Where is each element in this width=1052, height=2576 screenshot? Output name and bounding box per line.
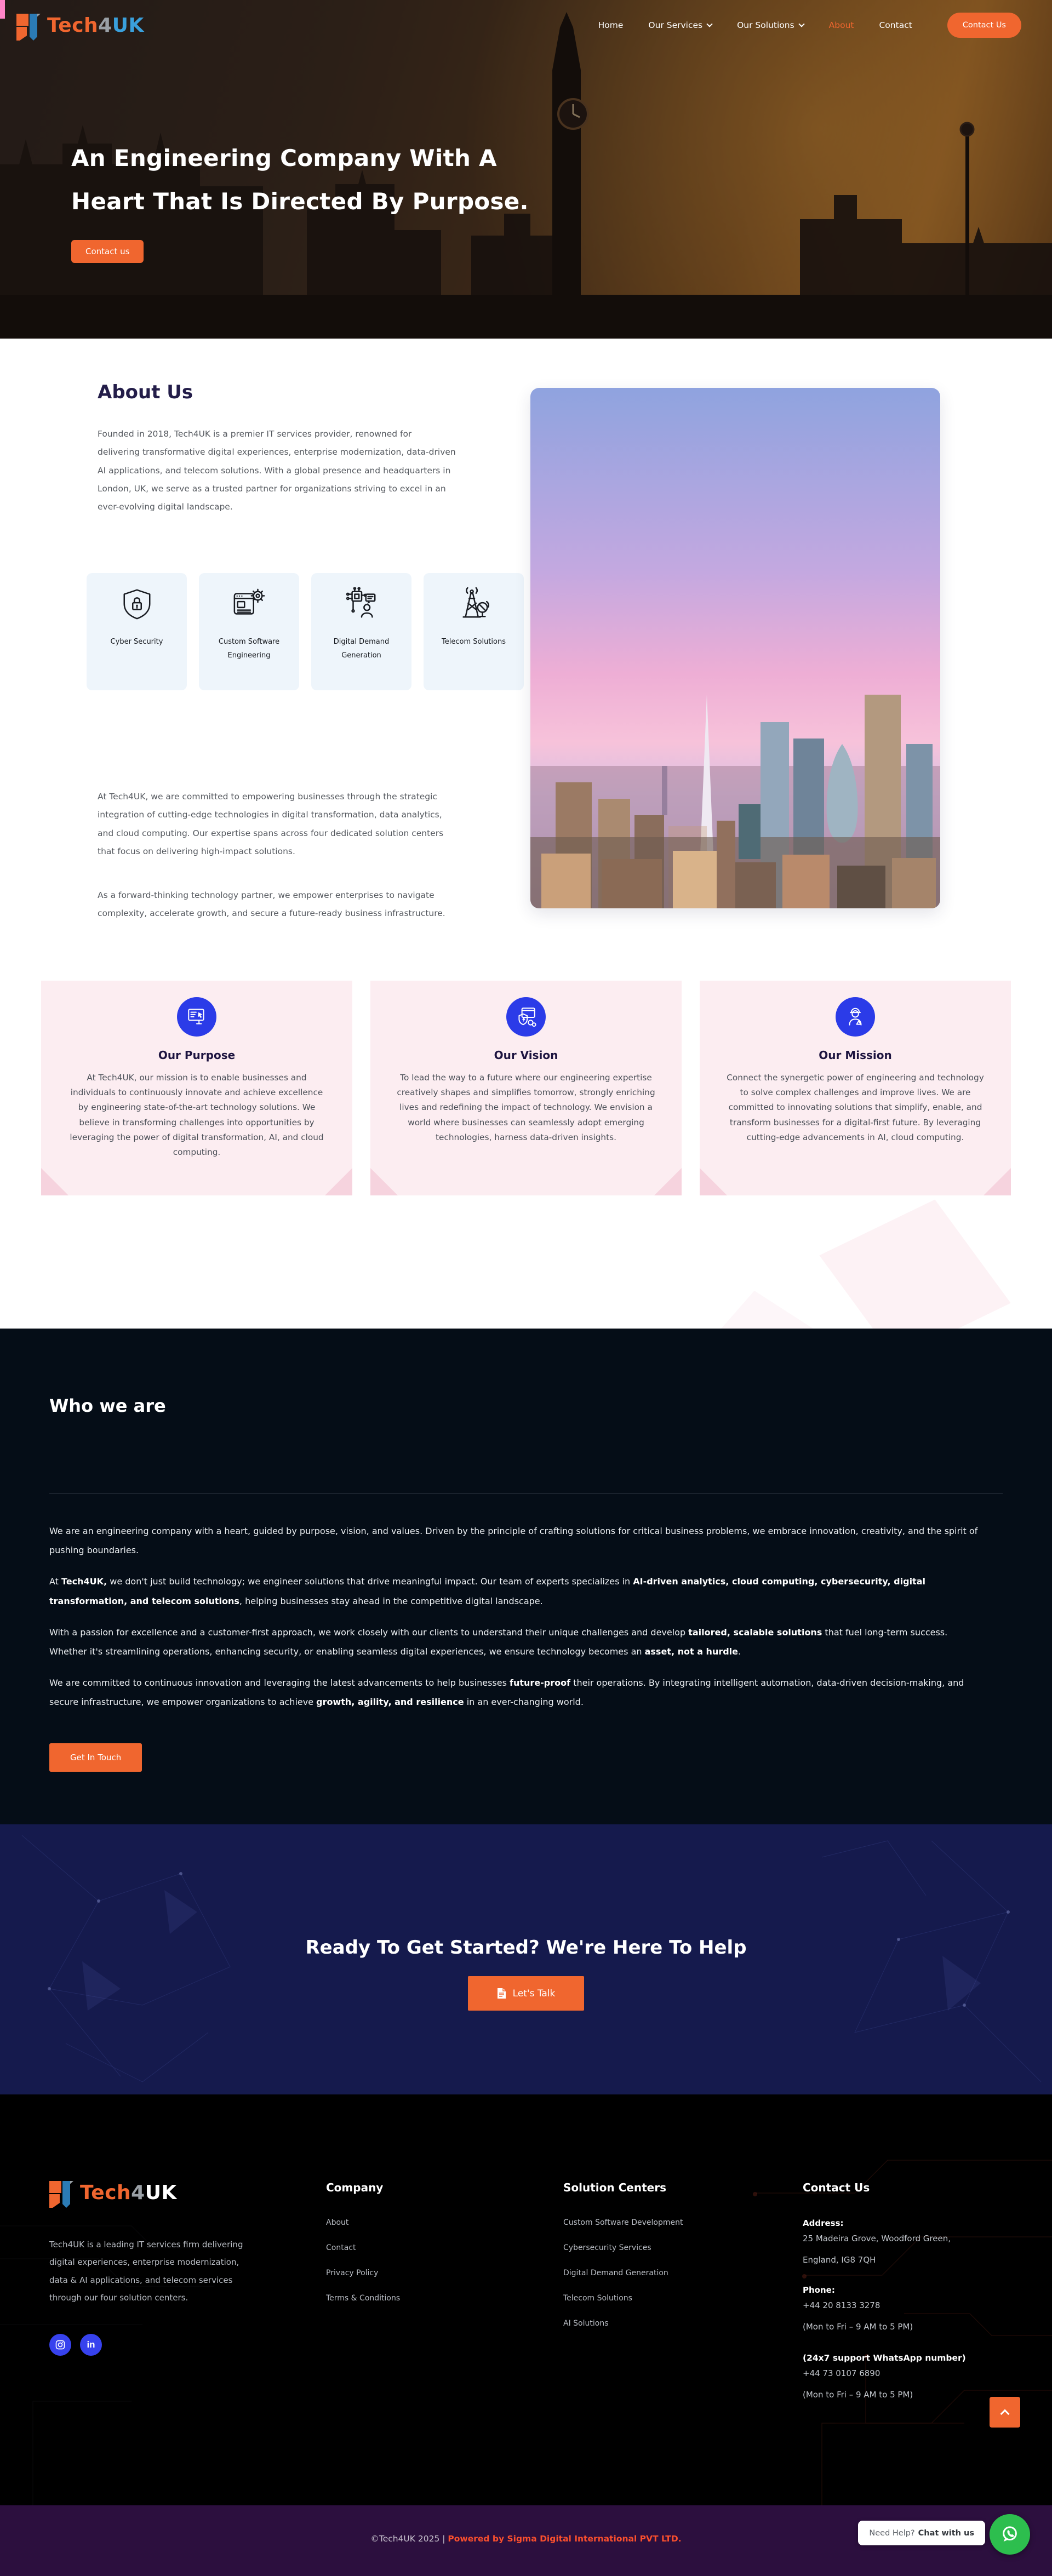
london-city-illustration [530, 388, 940, 908]
brand-logo-icon [16, 9, 42, 41]
service-card-custom-software [199, 573, 299, 690]
footer-company-column [326, 2181, 400, 2319]
vision-icon-circle [506, 997, 546, 1037]
linkedin-button[interactable] [80, 2334, 102, 2356]
cta-heading: Ready To Get Started? We're Here To Help [305, 1937, 747, 1959]
chevron-up-icon [1000, 2409, 1010, 2419]
powered-by-link[interactable]: Powered by Sigma Digital International PVT LTD. [448, 2534, 682, 2544]
vision-card [370, 981, 682, 1195]
footer-contact-column [803, 2181, 1016, 2406]
lets-talk-button[interactable]: Let's Talk [468, 1976, 584, 2011]
values-row [41, 981, 1011, 1195]
main-nav [0, 0, 1052, 50]
telecom-tower-icon [457, 587, 491, 621]
who-we-are-title: Who we are [49, 1395, 166, 1416]
decor-pink-artifact [0, 0, 5, 19]
mission-card [700, 981, 1011, 1195]
footer-brand-column [49, 2177, 256, 2356]
purpose-icon-circle [177, 997, 216, 1037]
chat-with-us-pill[interactable]: Need Help? Chat with us [858, 2521, 985, 2545]
service-card-label: Cyber Security [110, 638, 163, 646]
mission-text: Connect the synergetic power of engineering and technology to solve complex challenges and improve lives. We are committed to innovating solutions that simplify, enable, and transform businesses for a digital-first future. By leveraging cutting-edge advancements in AI, cloud computing. [727, 1073, 984, 1142]
about-title: About Us [98, 381, 193, 403]
nav-our-solutions[interactable]: Our Solutions [737, 20, 804, 30]
footer-company-links [326, 2218, 400, 2303]
social-links [49, 2334, 256, 2356]
shield-lock-icon [120, 587, 154, 621]
brand-wordmark: Tech4UK [80, 2181, 177, 2204]
footer-link-ai-solutions[interactable]: AI Solutions [563, 2319, 609, 2328]
vision-text: To lead the way to a future where our engineering expertise creatively shapes and simplifies tomorrow, strongly enriching lives and redefining the impact of technology. We envision a world where businesses can seamlessly adopt emerging technologies, harness data-driven insights. [397, 1073, 655, 1142]
footer-solution-centers-column [563, 2181, 683, 2344]
who-paragraph-4: We are committed to continuous innovation and leveraging the latest advancements to help businesses future-proof their operations. By integrating intelligent automation, data-driven decision-making, and secure infrastructure, we empower organizations to achieve growth, agility, and resilience in an ever-changing world. [49, 1678, 964, 1708]
about-section [0, 339, 1052, 956]
phone-hours-1: (Mon to Fri – 9 AM to 5 PM) [803, 2322, 913, 2332]
footer-about-text: Tech4UK is a leading IT services firm delivering digital experiences, enterprise modernization, data & AI applications, and telecom services through our four solution centers. [49, 2240, 243, 2303]
footer-link-terms[interactable]: Terms & Conditions [326, 2294, 401, 2303]
service-card-telecom [424, 573, 524, 690]
address-line-2: England, IG8 7QH [803, 2255, 876, 2265]
instagram-icon [55, 2339, 66, 2350]
scroll-to-top-button[interactable] [990, 2397, 1020, 2428]
london-city-image [530, 388, 940, 908]
service-card-digital-demand [311, 573, 411, 690]
who-paragraph-2: At Tech4UK, we don't just build technology; we engineer solutions that drive meaningful impact. Our team of experts specializes in AI-driven analytics, cloud computing, cybersecurity, digital transformation, and telecom solutions, helping businesses stay ahead in the competitive digital landscape. [49, 1576, 925, 1606]
service-card-label: Digital Demand Generation [333, 638, 390, 660]
chevron-down-icon [798, 21, 804, 27]
footer-link-custom-software[interactable]: Custom Software Development [563, 2218, 683, 2227]
whatsapp-icon [998, 2523, 1021, 2546]
mission-icon [844, 1005, 867, 1028]
about-paragraph-1: Founded in 2018, Tech4UK is a premier IT services provider, renowned for delivering transformative digital experiences, enterprise modernization, data-driven AI applications, and telecom solutions. With a global presence and headquarters in London, UK, we serve as a trusted partner for organizations striving to excel in an ever-evolving digital landscape. [98, 429, 456, 512]
footer-solution-links [563, 2218, 683, 2328]
phone-number-2[interactable]: +44 73 0107 6890 [803, 2368, 881, 2378]
footer-solution-centers-title: Solution Centers [563, 2181, 666, 2194]
who-we-are-section [0, 1329, 1052, 1824]
nav-contact-us-button[interactable]: Contact Us [947, 13, 1021, 38]
hero-content [71, 137, 529, 263]
footer-link-about[interactable]: About [326, 2218, 349, 2227]
service-cards-row [87, 573, 525, 690]
whatsapp-support-label: (24x7 support WhatsApp number) [803, 2353, 966, 2363]
footer-brand-logo[interactable] [49, 2177, 256, 2208]
phone-label: Phone: [803, 2285, 835, 2295]
chevron-down-icon [706, 21, 712, 27]
purpose-icon [185, 1005, 208, 1028]
service-card-label: Telecom Solutions [442, 638, 506, 646]
brand-logo[interactable] [16, 9, 144, 41]
address-line-1: 25 Madeira Grove, Woodford Green, [803, 2234, 951, 2243]
footer-contact-title: Contact Us [803, 2181, 870, 2194]
about-paragraph-3: As a forward-thinking technology partner, we empower enterprises to navigate complexity, accelerate growth, and secure a future-ready business infrastructure. [98, 890, 445, 919]
get-in-touch-button[interactable]: Get In Touch [49, 1743, 142, 1772]
hero-section [0, 0, 1052, 339]
phone-hours-2: (Mon to Fri – 9 AM to 5 PM) [803, 2390, 913, 2400]
nav-home[interactable]: Home [598, 20, 624, 30]
plexus-background [0, 1824, 1052, 2094]
nav-about[interactable]: About [828, 20, 854, 30]
purpose-title: Our Purpose [158, 1049, 236, 1062]
service-card-cyber-security [87, 573, 187, 690]
mission-icon-circle [836, 997, 875, 1037]
nav-items [598, 20, 912, 30]
footer-link-telecom[interactable]: Telecom Solutions [563, 2294, 632, 2303]
phone-number-1[interactable]: +44 20 8133 3278 [803, 2300, 881, 2310]
linkedin-icon: in [87, 2339, 95, 2350]
values-section [0, 956, 1052, 1329]
footer-company-title: Company [326, 2181, 384, 2194]
footer-link-cybersecurity[interactable]: Cybersecurity Services [563, 2243, 651, 2252]
nav-our-services[interactable]: Our Services [648, 20, 712, 30]
brand-wordmark: Tech4UK [47, 14, 144, 37]
footer-link-digital-demand[interactable]: Digital Demand Generation [563, 2269, 668, 2277]
who-we-are-body [49, 1521, 984, 1724]
footer [0, 2094, 1052, 2505]
nav-contact[interactable]: Contact [879, 20, 912, 30]
cta-banner-section [0, 1824, 1052, 2094]
about-paragraph-2: At Tech4UK, we are committed to empowering businesses through the strategic integration of cutting-edge technologies in digital transformation, data analytics, and cloud computing. Our expertise spans across four dedicated solution centers that focus on delivering high-impact solutions. [98, 792, 444, 856]
purpose-card [41, 981, 352, 1195]
service-card-label: Custom Software Engineering [218, 638, 280, 660]
hero-heading: An Engineering Company With A Heart That Is Directed By Purpose. [71, 145, 529, 215]
vision-title: Our Vision [494, 1049, 558, 1062]
vision-icon [514, 1005, 538, 1028]
whatsapp-button[interactable] [990, 2514, 1030, 2555]
document-icon [497, 1988, 506, 1999]
footer-link-contact[interactable]: Contact [326, 2243, 356, 2252]
address-label: Address: [803, 2218, 844, 2228]
bottom-bar [0, 2505, 1052, 2576]
who-paragraph-1: We are an engineering company with a heart, guided by purpose, vision, and values. Driven by the principle of crafting solutions for critical business problems, we embrace innovation, creativity, and the spirit of pushing boundaries. [49, 1526, 978, 1556]
purpose-text: At Tech4UK, our mission is to enable businesses and individuals to continuously innovate and achieve excellence by engineering state-of-the-art technology solutions. We believe in transforming challenges into opportunities by leveraging the power of digital transformation, AI, and cloud computing. [70, 1073, 324, 1158]
instagram-button[interactable] [49, 2334, 71, 2356]
hero-contact-button[interactable]: Contact us [71, 240, 144, 263]
brand-logo-icon [49, 2177, 75, 2208]
footer-link-privacy-policy[interactable]: Privacy Policy [326, 2269, 379, 2277]
software-gear-icon [232, 587, 266, 621]
who-paragraph-3: With a passion for excellence and a customer-first approach, we work closely with our clients to understand their unique challenges and develop tailored, scalable solutions that fuel long-term success. Whether it's streamlining operations, enhancing security, or enabling seamless digital experiences, we ensure technology becomes an asset, not a hurdle. [49, 1627, 948, 1657]
mission-title: Our Mission [819, 1049, 892, 1062]
demand-generation-icon [345, 587, 379, 621]
copyright-text: ©Tech4UK 2025 | Powered by Sigma Digital International PVT LTD. [370, 2534, 682, 2544]
